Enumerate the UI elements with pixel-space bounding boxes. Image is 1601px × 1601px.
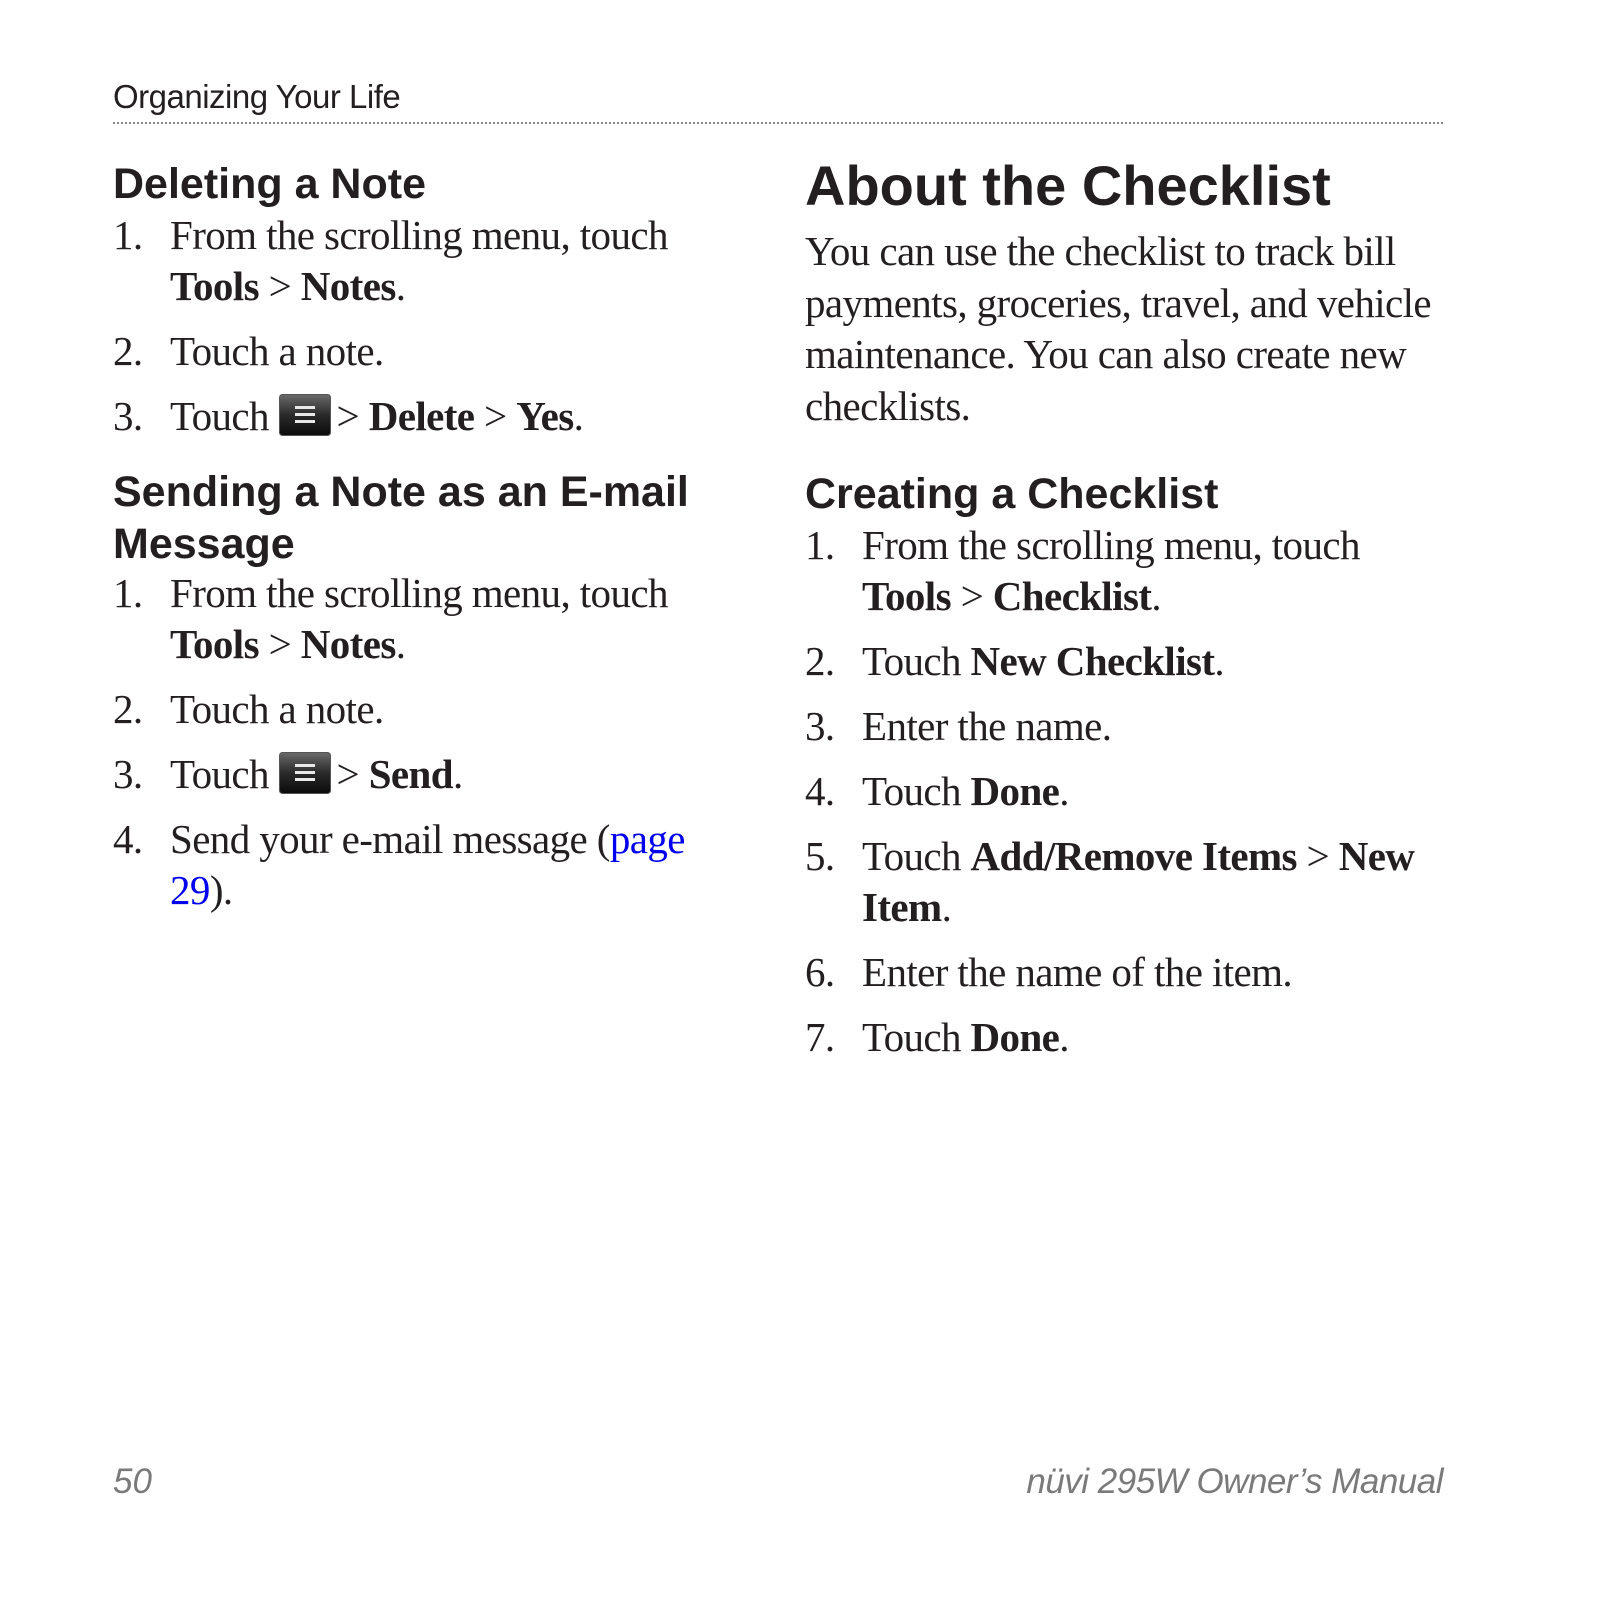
done-label: Done <box>970 768 1060 814</box>
list-item: 2. Touch a note. <box>113 328 384 374</box>
tools-label: Tools <box>170 263 259 309</box>
list-item: 4. Touch Done. <box>805 768 1069 814</box>
page-link-number[interactable]: 29 <box>170 867 210 913</box>
header-divider <box>113 122 1443 124</box>
done-label: Done <box>970 1014 1060 1060</box>
new-checklist-label: New Checklist <box>970 638 1215 684</box>
list-item: 1. From the scrolling menu, touch Tools > Checklist. <box>805 522 1360 619</box>
list-item: 5. Touch Add/Remove Items > New Item. <box>805 833 1415 930</box>
add-remove-items-label: Add/Remove Items <box>970 833 1297 879</box>
manual-title: nüvi 295W Owner’s Manual <box>1026 1462 1443 1501</box>
heading-deleting-note: Deleting a Note <box>113 160 426 208</box>
checklist-label: Checklist <box>992 573 1152 619</box>
list-item: 2. Touch New Checklist. <box>805 638 1225 684</box>
list-item: 1. From the scrolling menu, touch Tools > Notes. <box>113 570 668 667</box>
list-item: 3. Touch > Delete > Yes. <box>113 393 584 439</box>
heading-creating-checklist: Creating a Checklist <box>805 470 1219 518</box>
menu-icon <box>279 394 331 436</box>
running-header: Organizing Your Life <box>113 78 401 115</box>
about-checklist-paragraph: You can use the checklist to track bill payments, groceries, travel, and vehicle maintenance. You can also create new checklists. <box>805 228 1432 429</box>
list-item: 2. Touch a note. <box>113 686 384 732</box>
tools-label: Tools <box>170 621 259 667</box>
list-item: 1. From the scrolling menu, touch Tools > Notes. <box>113 212 668 309</box>
heading-sending-note: Sending a Note as an E-mail Message <box>113 468 689 568</box>
heading-about-checklist: About the Checklist <box>805 154 1331 217</box>
tools-label: Tools <box>862 573 951 619</box>
notes-label: Notes <box>300 263 396 309</box>
list-item: 6. Enter the name of the item. <box>805 949 1293 995</box>
sending-note-steps <box>113 568 703 930</box>
page-number: 50 <box>113 1462 152 1501</box>
send-label: Send <box>368 751 453 797</box>
delete-label: Delete <box>368 393 475 439</box>
page-link[interactable]: page <box>609 816 685 862</box>
deleting-note-steps <box>113 210 703 456</box>
new-item-label-part1: New <box>1338 833 1415 879</box>
list-item: 4. Send your e-mail message (page 29). <box>113 816 685 913</box>
list-item: 3. Enter the name. <box>805 703 1112 749</box>
creating-checklist-steps <box>805 520 1455 1077</box>
list-item: 7. Touch Done. <box>805 1014 1069 1060</box>
menu-icon <box>279 752 331 794</box>
notes-label: Notes <box>300 621 396 667</box>
list-item: 3. Touch > Send. <box>113 751 463 797</box>
new-item-label-part2: Item <box>862 884 942 930</box>
yes-label: Yes <box>516 393 574 439</box>
